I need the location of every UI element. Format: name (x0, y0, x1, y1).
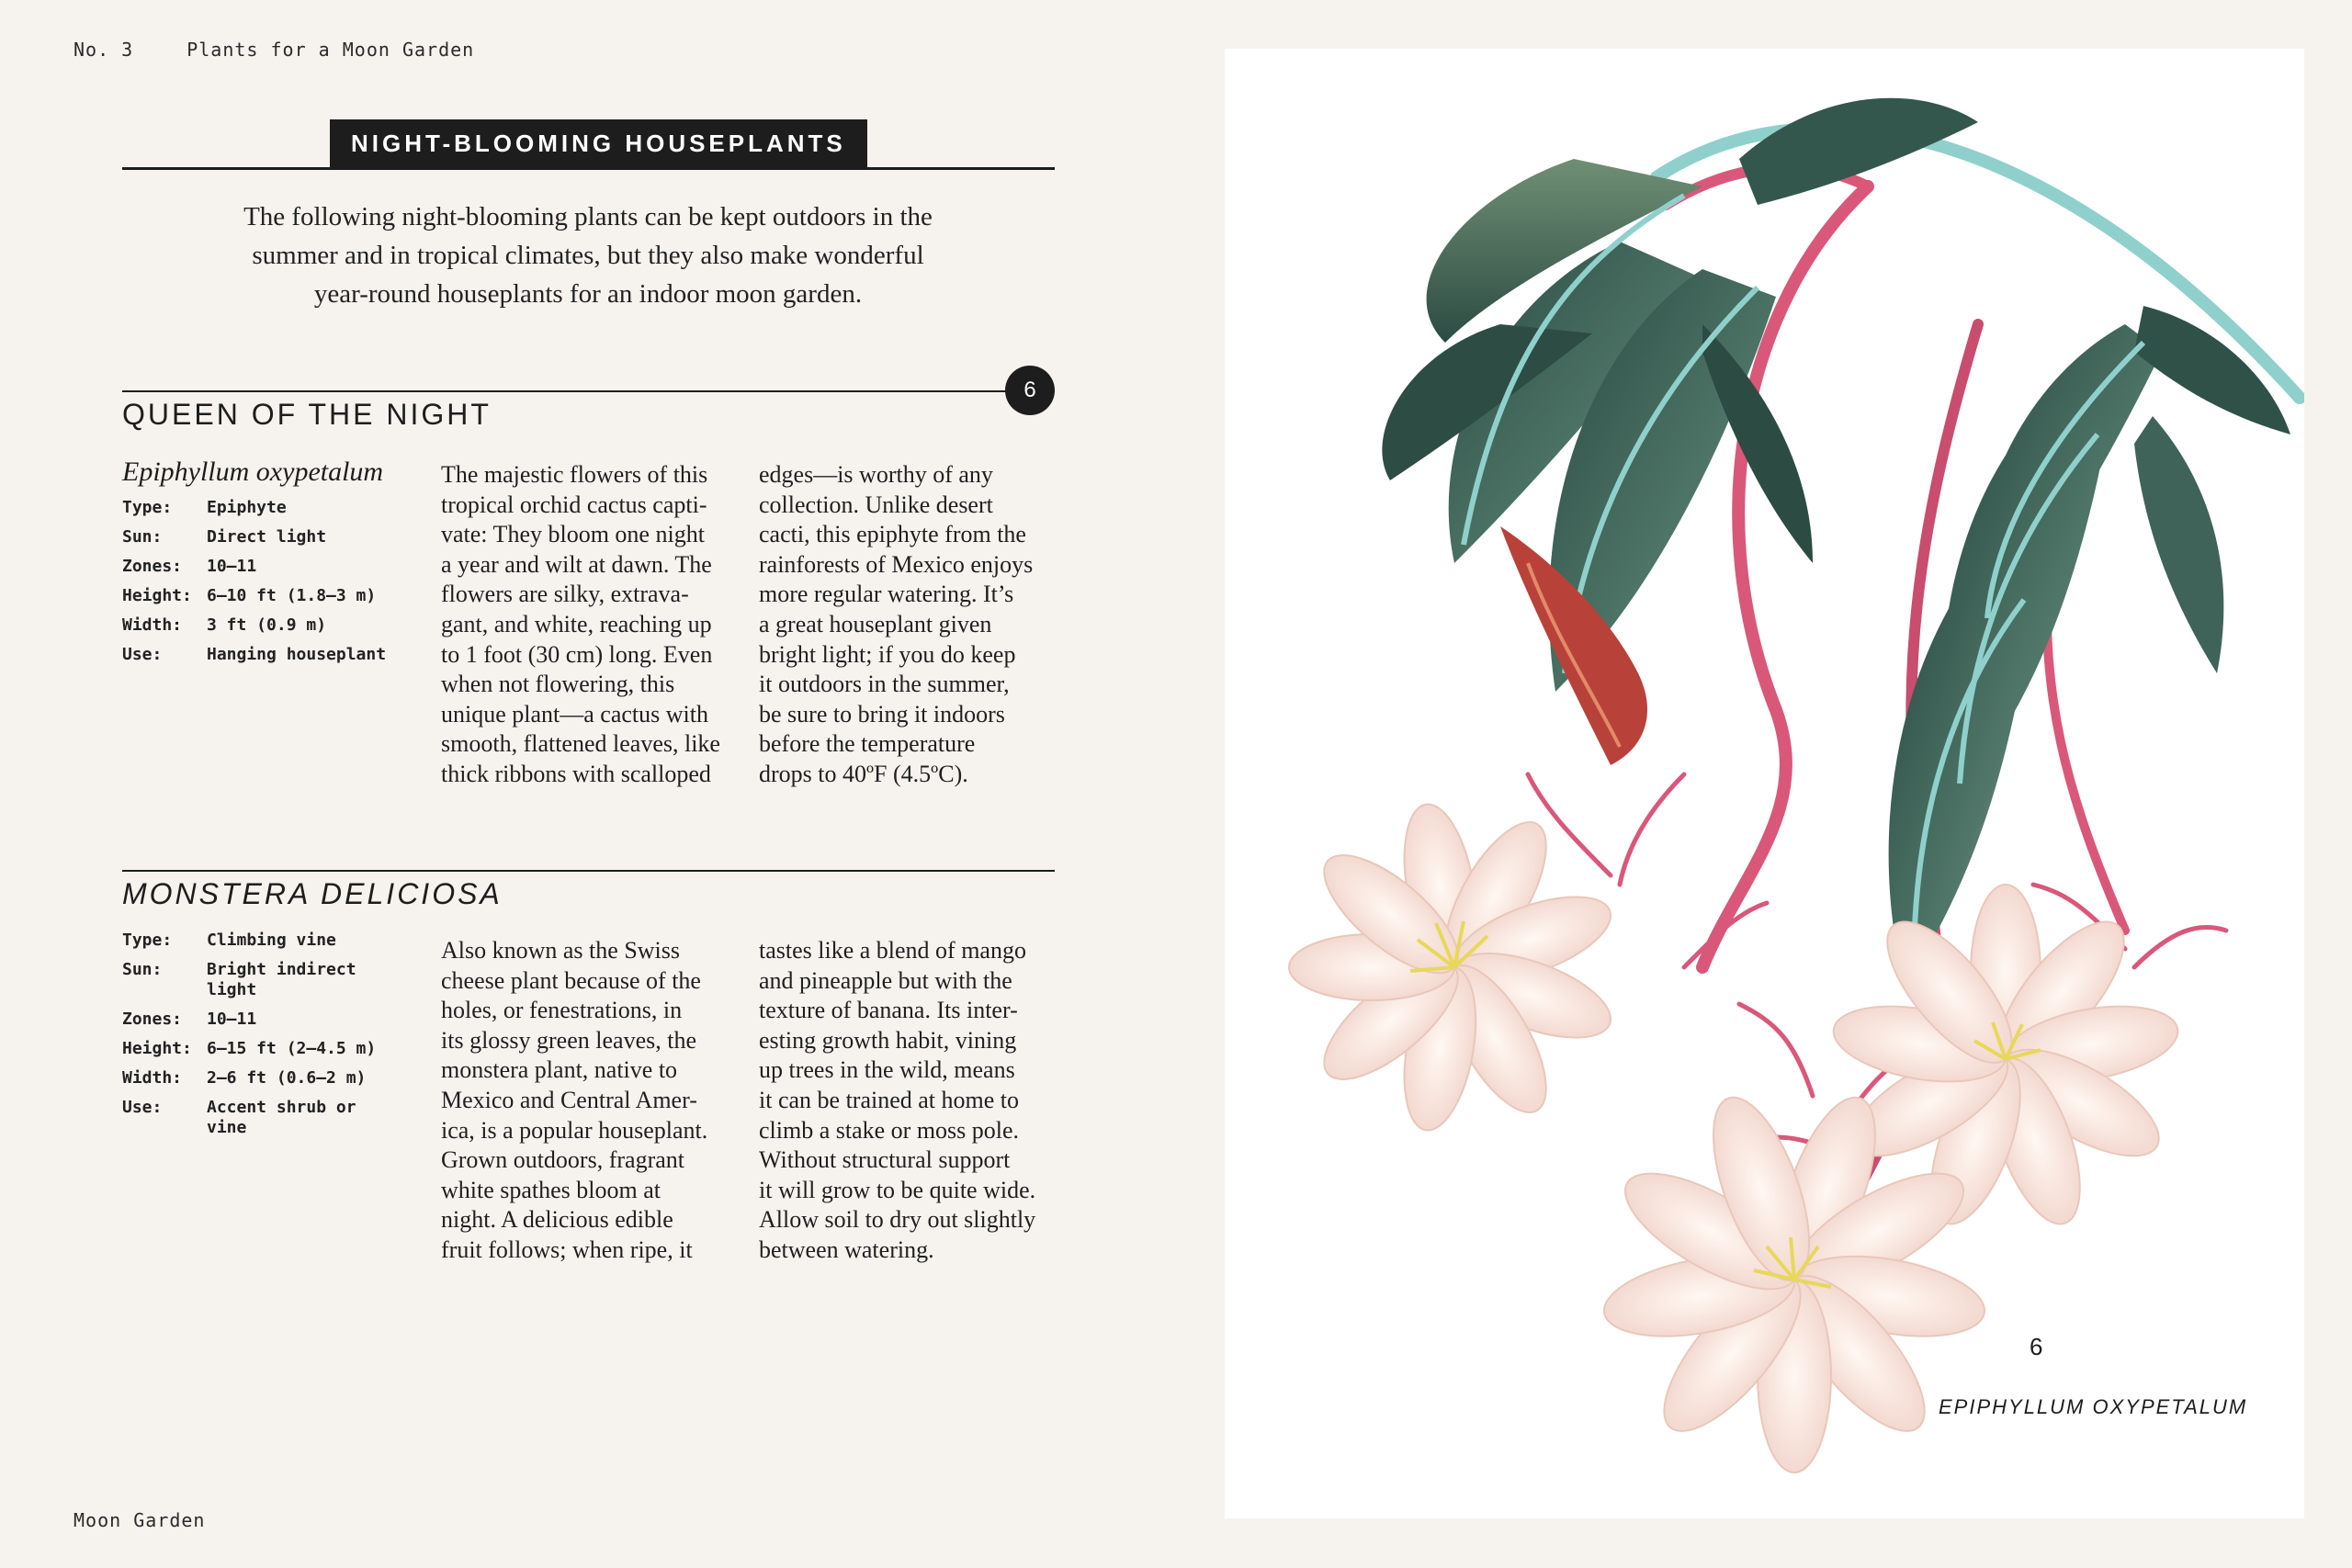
spec-row-zones (122, 1010, 421, 1030)
spec-row-type (122, 498, 421, 518)
leaf (2134, 416, 2223, 673)
spec-row-width (122, 615, 421, 636)
spec-label: Type: (122, 931, 173, 950)
botanical-illustration-plate (1225, 49, 2304, 1518)
spec-value: 10–11 (207, 557, 257, 576)
spec-value: 6–15 ft (2–4.5 m) (207, 1039, 377, 1058)
spec-row-use (122, 1098, 421, 1138)
plate-number-badge: 6 (1005, 366, 1055, 415)
spec-value: 10–11 (207, 1010, 257, 1029)
spec-label: Zones: (122, 557, 183, 576)
plant-entry-queen-of-the-night (122, 378, 1055, 813)
spec-label: Use: (122, 1098, 163, 1117)
spec-row-zones (122, 557, 421, 577)
spec-label: Sun: (122, 527, 163, 547)
spec-label: Height: (122, 586, 192, 605)
spec-value: Hanging houseplant (207, 645, 387, 664)
spec-row-width (122, 1068, 421, 1089)
spec-list (122, 931, 421, 1147)
spec-label: Height: (122, 1039, 192, 1058)
spec-label: Width: (122, 615, 183, 635)
spec-value: 2–6 ft (0.6–2 m) (207, 1068, 367, 1088)
spec-value: 6–10 ft (1.8–3 m) (207, 586, 377, 605)
spec-label: Type: (122, 498, 173, 517)
epiphyllum-flower (1598, 1086, 1991, 1472)
spec-row-sun (122, 527, 421, 547)
spec-label: Use: (122, 645, 163, 664)
plate-caption: EPIPHYLLUM OXYPETALUM (1939, 1395, 2248, 1418)
plant-entry-monstera-deliciosa (122, 870, 1055, 1292)
spec-value: Epiphyte (207, 498, 287, 517)
intro-line: The following night-blooming plants can be kept outdoors in the (243, 202, 933, 231)
section-title: NIGHT-BLOOMING HOUSEPLANTS (330, 119, 867, 167)
spec-row-height (122, 1039, 421, 1059)
running-header (74, 39, 474, 61)
spec-row-height (122, 586, 421, 606)
spec-label: Width: (122, 1068, 183, 1088)
spec-value: Direct light (207, 527, 327, 547)
entry-rule (122, 870, 1055, 872)
spec-value: 3 ft (0.9 m) (207, 615, 327, 635)
spec-list (122, 498, 421, 674)
section-rule (122, 167, 1055, 170)
plant-common-name: MONSTERA DELICIOSA (122, 877, 503, 910)
epiphyllum-flower (1289, 798, 1621, 1135)
body-text-column-1: The majestic flowers of this tropical orchid cactus capti- vate: They bloom one night a year and wilt at dawn. The flowers are silky, extrava- gant, and white, reaching up to 1 foot (30 cm) long. Even when not flowering, this unique plant—a cactus with smooth, flattened leaves, like thick ribbons with scalloped (441, 461, 720, 787)
issue-number: No. 3 (74, 39, 134, 61)
body-text-column-1: Also known as the Swiss cheese plant because of the holes, or fenestrations, in its glossy green leaves, the monstera plant, native to Mexico and Central Amer- ica, is a popular houseplant. Grown outdoors, fragrant white spathes bloom at night. A delicious edible fruit follows; when ripe, it (441, 937, 708, 1263)
plate-number: 6 (2030, 1333, 2043, 1360)
plant-botanical-name: Epiphyllum oxypetalum (122, 457, 384, 487)
section-intro (193, 197, 983, 313)
body-text-column-2: tastes like a blend of mango and pineapple but with the texture of banana. Its inter- esting growth habit, vining up trees in the wild, means it can be trained at home to climb a stake or moss pole. Without structural support it will grow to be quite wide. Allow soil to dry out slightly between watering. (759, 937, 1036, 1263)
intro-line: summer and in tropical climates, but they also make wonderful (252, 241, 924, 270)
epiphyllum-flower (1827, 885, 2183, 1235)
running-footer: Moon Garden (74, 1509, 206, 1531)
entry-rule (122, 390, 1055, 392)
chapter-title: Plants for a Moon Garden (187, 39, 475, 61)
spec-value: Accent shrub or vine (207, 1098, 356, 1137)
spec-value: Bright indirect light (207, 960, 356, 999)
intro-line: year-round houseplants for an indoor moon garden. (313, 279, 863, 309)
body-text-column-2: edges—is worthy of any collection. Unlike desert cacti, this epiphyte from the rainforests of Mexico enjoys more regular watering. It’s a great houseplant given bright light; if you do keep it outdoors in the summer, be sure to bring it indoors before the temperature drops to 40ºF (4.5ºC). (759, 461, 1034, 787)
spec-label: Zones: (122, 1010, 183, 1029)
spec-row-sun (122, 960, 421, 1000)
epiphyllum-illustration (1225, 49, 2304, 1518)
spec-row-type (122, 931, 421, 951)
spec-row-use (122, 645, 421, 665)
section-header (122, 118, 1055, 170)
spec-value: Climbing vine (207, 931, 336, 950)
spec-label: Sun: (122, 960, 163, 979)
plant-common-name: QUEEN OF THE NIGHT (122, 398, 492, 431)
